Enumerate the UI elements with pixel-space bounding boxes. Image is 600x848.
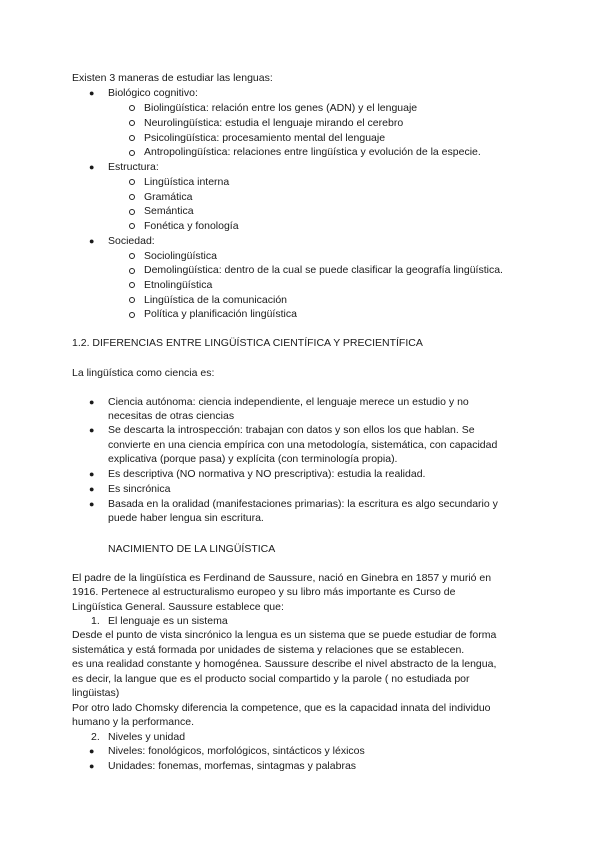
sub-item: Lingüística interna [144, 176, 230, 188]
sub-item: Etnolingüística [144, 279, 213, 291]
bullet-icon: ● [89, 499, 95, 509]
saussure-line: 1916. Pertenece al estructuralismo europeo y su libro más importante es Curso de [72, 586, 456, 598]
science-item-line: explicativa (porque pasa) y explícita (con terminología propia). [108, 453, 398, 465]
sub-item: Psicolingüística: procesamiento mental del lenguaje [144, 132, 386, 144]
system-line: es una realidad constante y homogénea. Saussure describe el nivel abstracto de la lengua, [72, 658, 497, 670]
point-label: El lenguaje es un sistema [108, 615, 228, 627]
sub-item: Antropolingüística: relaciones entre lingüística y evolución de la especie. [144, 146, 481, 158]
bullet-icon: ● [89, 236, 95, 246]
way-label: Estructura: [108, 161, 159, 173]
sub-item: Biolingüística: relación entre los genes (ADN) y el lenguaje [144, 102, 418, 114]
bullet-icon: ● [89, 746, 95, 756]
science-intro: La lingüística como ciencia es: [72, 367, 215, 379]
system-line: es decir, la langue que es el producto social compartido y la parole ( no estudiada por [72, 673, 470, 685]
section-heading: 1.2. DIFERENCIAS ENTRE LINGÜÍSTICA CIENTÍFICA Y PRECIENTÍFICA [72, 337, 423, 349]
sub-item: Lingüística de la comunicación [144, 294, 288, 306]
system-line: sistemática y está formada por unidades de sistema y relaciones que se establecen. [72, 644, 465, 656]
saussure-line: El padre de la lingüística es Ferdinand de Saussure, nació en Ginebra en 1857 y murió en [72, 572, 492, 584]
way-label: Biológico cognitivo: [108, 87, 198, 99]
science-item-line: necesitas de otras ciencias [108, 410, 235, 422]
saussure-line: Lingüística General. Saussure establece que: [72, 601, 284, 613]
sub-item: Neurolingüística: estudia el lenguaje mirando el cerebro [144, 117, 404, 129]
bullet-icon: ● [89, 425, 95, 435]
sub-item: Semántica [144, 205, 194, 217]
sub-item: Política y planificación lingüística [144, 308, 297, 320]
system-line: lingüistas) [72, 687, 120, 699]
levels-item: Unidades: fonemas, morfemas, sintagmas y palabras [108, 760, 357, 772]
sub-item: Gramática [144, 191, 193, 203]
point-label: Niveles y unidad [108, 731, 186, 743]
bullet-icon: ● [89, 761, 95, 771]
science-item-line: convierte en una ciencia empírica con una metodología, sistemática, con capacidad [108, 439, 498, 451]
sub-item: Demolingüística: dentro de la cual se puede clasificar la geografía lingüística. [144, 264, 503, 276]
science-item-line: Ciencia autónoma: ciencia independiente, el lenguaje merece un estudio y no [108, 396, 469, 408]
levels-item: Niveles: fonológicos, morfológicos, sintácticos y léxicos [108, 745, 365, 757]
list-number: 1. [91, 615, 100, 627]
birth-heading: NACIMIENTO DE LA LINGÜÍSTICA [108, 543, 276, 555]
way-label: Sociedad: [108, 235, 155, 247]
intro-text: Existen 3 maneras de estudiar las lenguas: [72, 72, 273, 84]
science-item-line: Basada en la oralidad (manifestaciones primarias): la escritura es algo secundario y [108, 498, 498, 510]
science-item-line: Se descarta la introspección: trabajan con datos y son ellos los que hablan. Se [108, 424, 475, 436]
bullet-icon: ● [89, 397, 95, 407]
sub-item: Fonética y fonología [144, 220, 239, 232]
bullet-icon: ● [89, 88, 95, 98]
list-number: 2. [91, 731, 100, 743]
bullet-icon: ● [89, 162, 95, 172]
science-item-line: puede haber lengua sin escritura. [108, 512, 264, 524]
sub-item: Sociolingüística [144, 250, 217, 262]
system-line: humano y la performance. [72, 716, 194, 728]
system-line: Desde el punto de vista sincrónico la lengua es un sistema que se puede estudiar de forma [72, 629, 497, 641]
science-item-line: Es descriptiva (NO normativa y NO prescriptiva): estudia la realidad. [108, 468, 426, 480]
science-item-line: Es sincrónica [108, 483, 171, 495]
bullet-icon: ● [89, 484, 95, 494]
bullet-icon: ● [89, 469, 95, 479]
system-line: Por otro lado Chomsky diferencia la competence, que es la capacidad innata del individuo [72, 702, 491, 714]
